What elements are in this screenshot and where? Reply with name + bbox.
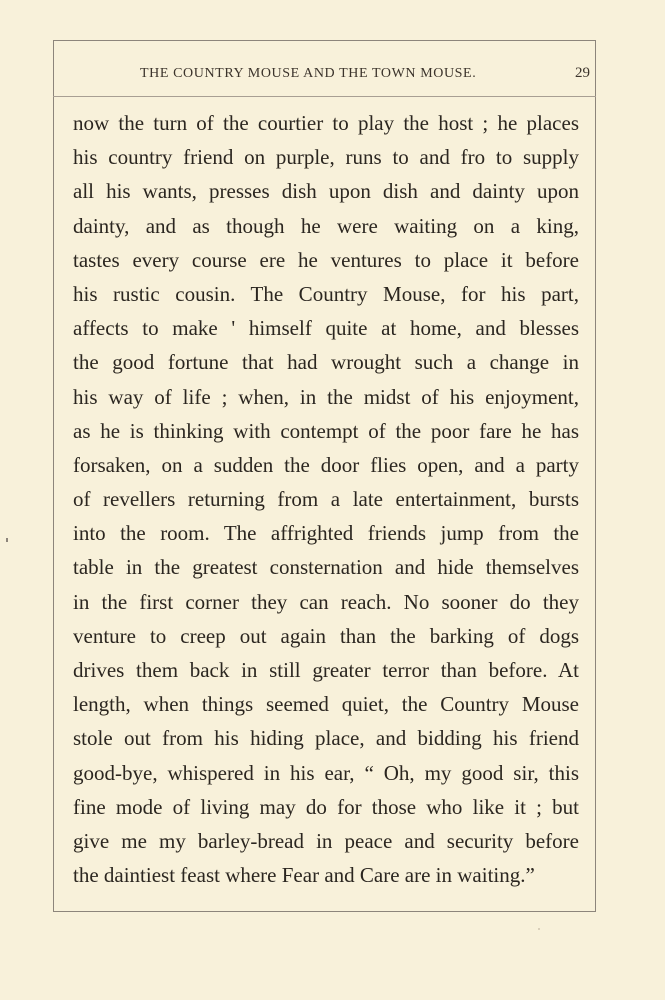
text-line: good-bye, whispered in his ear, “ Oh, my good sir, this (73, 760, 579, 785)
running-title: THE COUNTRY MOUSE AND THE TOWN MOUSE. (140, 66, 477, 81)
text-line: of revellers returning from a late entertainment, bursts (73, 487, 579, 512)
text-line: the good fortune that had wrought such a change in (73, 350, 579, 375)
page-number: 29 (575, 65, 590, 81)
text-line: dainty, and as though he were waiting on a king, (73, 213, 579, 238)
text-line: his rustic cousin. The Country Mouse, for his part, (73, 281, 579, 306)
body-text (73, 106, 579, 892)
text-line: give me my barley-bread in peace and security before (73, 828, 579, 853)
text-line: venture to creep out again than the barking of dogs (73, 623, 579, 648)
text-line-last: the daintiest feast where Fear and Care are in waiting.” (73, 863, 535, 888)
text-line: table in the greatest consternation and hide themselves (73, 555, 579, 580)
text-line: stole out from his hiding place, and bidding his friend (73, 726, 579, 751)
text-line: forsaken, on a sudden the door flies open, and a party (73, 452, 579, 477)
text-line: drives them back in still greater terror than before. At (73, 658, 579, 682)
header-rule (53, 96, 596, 97)
text-line: affects to make ' himself quite at home, and blesses (73, 316, 579, 341)
text-line: his way of life ; when, in the midst of his enjoyment, (73, 384, 579, 409)
text-line: all his wants, presses dish upon dish and dainty upon (73, 179, 579, 204)
text-line: fine mode of living may do for those who like it ; but (73, 794, 579, 819)
text-line: length, when things seemed quiet, the Country Mouse (73, 692, 579, 717)
text-line: as he is thinking with contempt of the poor fare he has (73, 418, 579, 443)
text-line: tastes every course ere he ventures to place it before (73, 247, 579, 272)
text-line: his country friend on purple, runs to and fro to supply (73, 145, 579, 170)
text-line: in the first corner they can reach. No sooner do they (73, 589, 579, 614)
margin-mark (6, 538, 8, 542)
text-line: now the turn of the courtier to play the host ; he places (73, 111, 579, 135)
paper-speck (538, 928, 540, 930)
text-line: into the room. The affrighted friends jump from the (73, 521, 579, 546)
